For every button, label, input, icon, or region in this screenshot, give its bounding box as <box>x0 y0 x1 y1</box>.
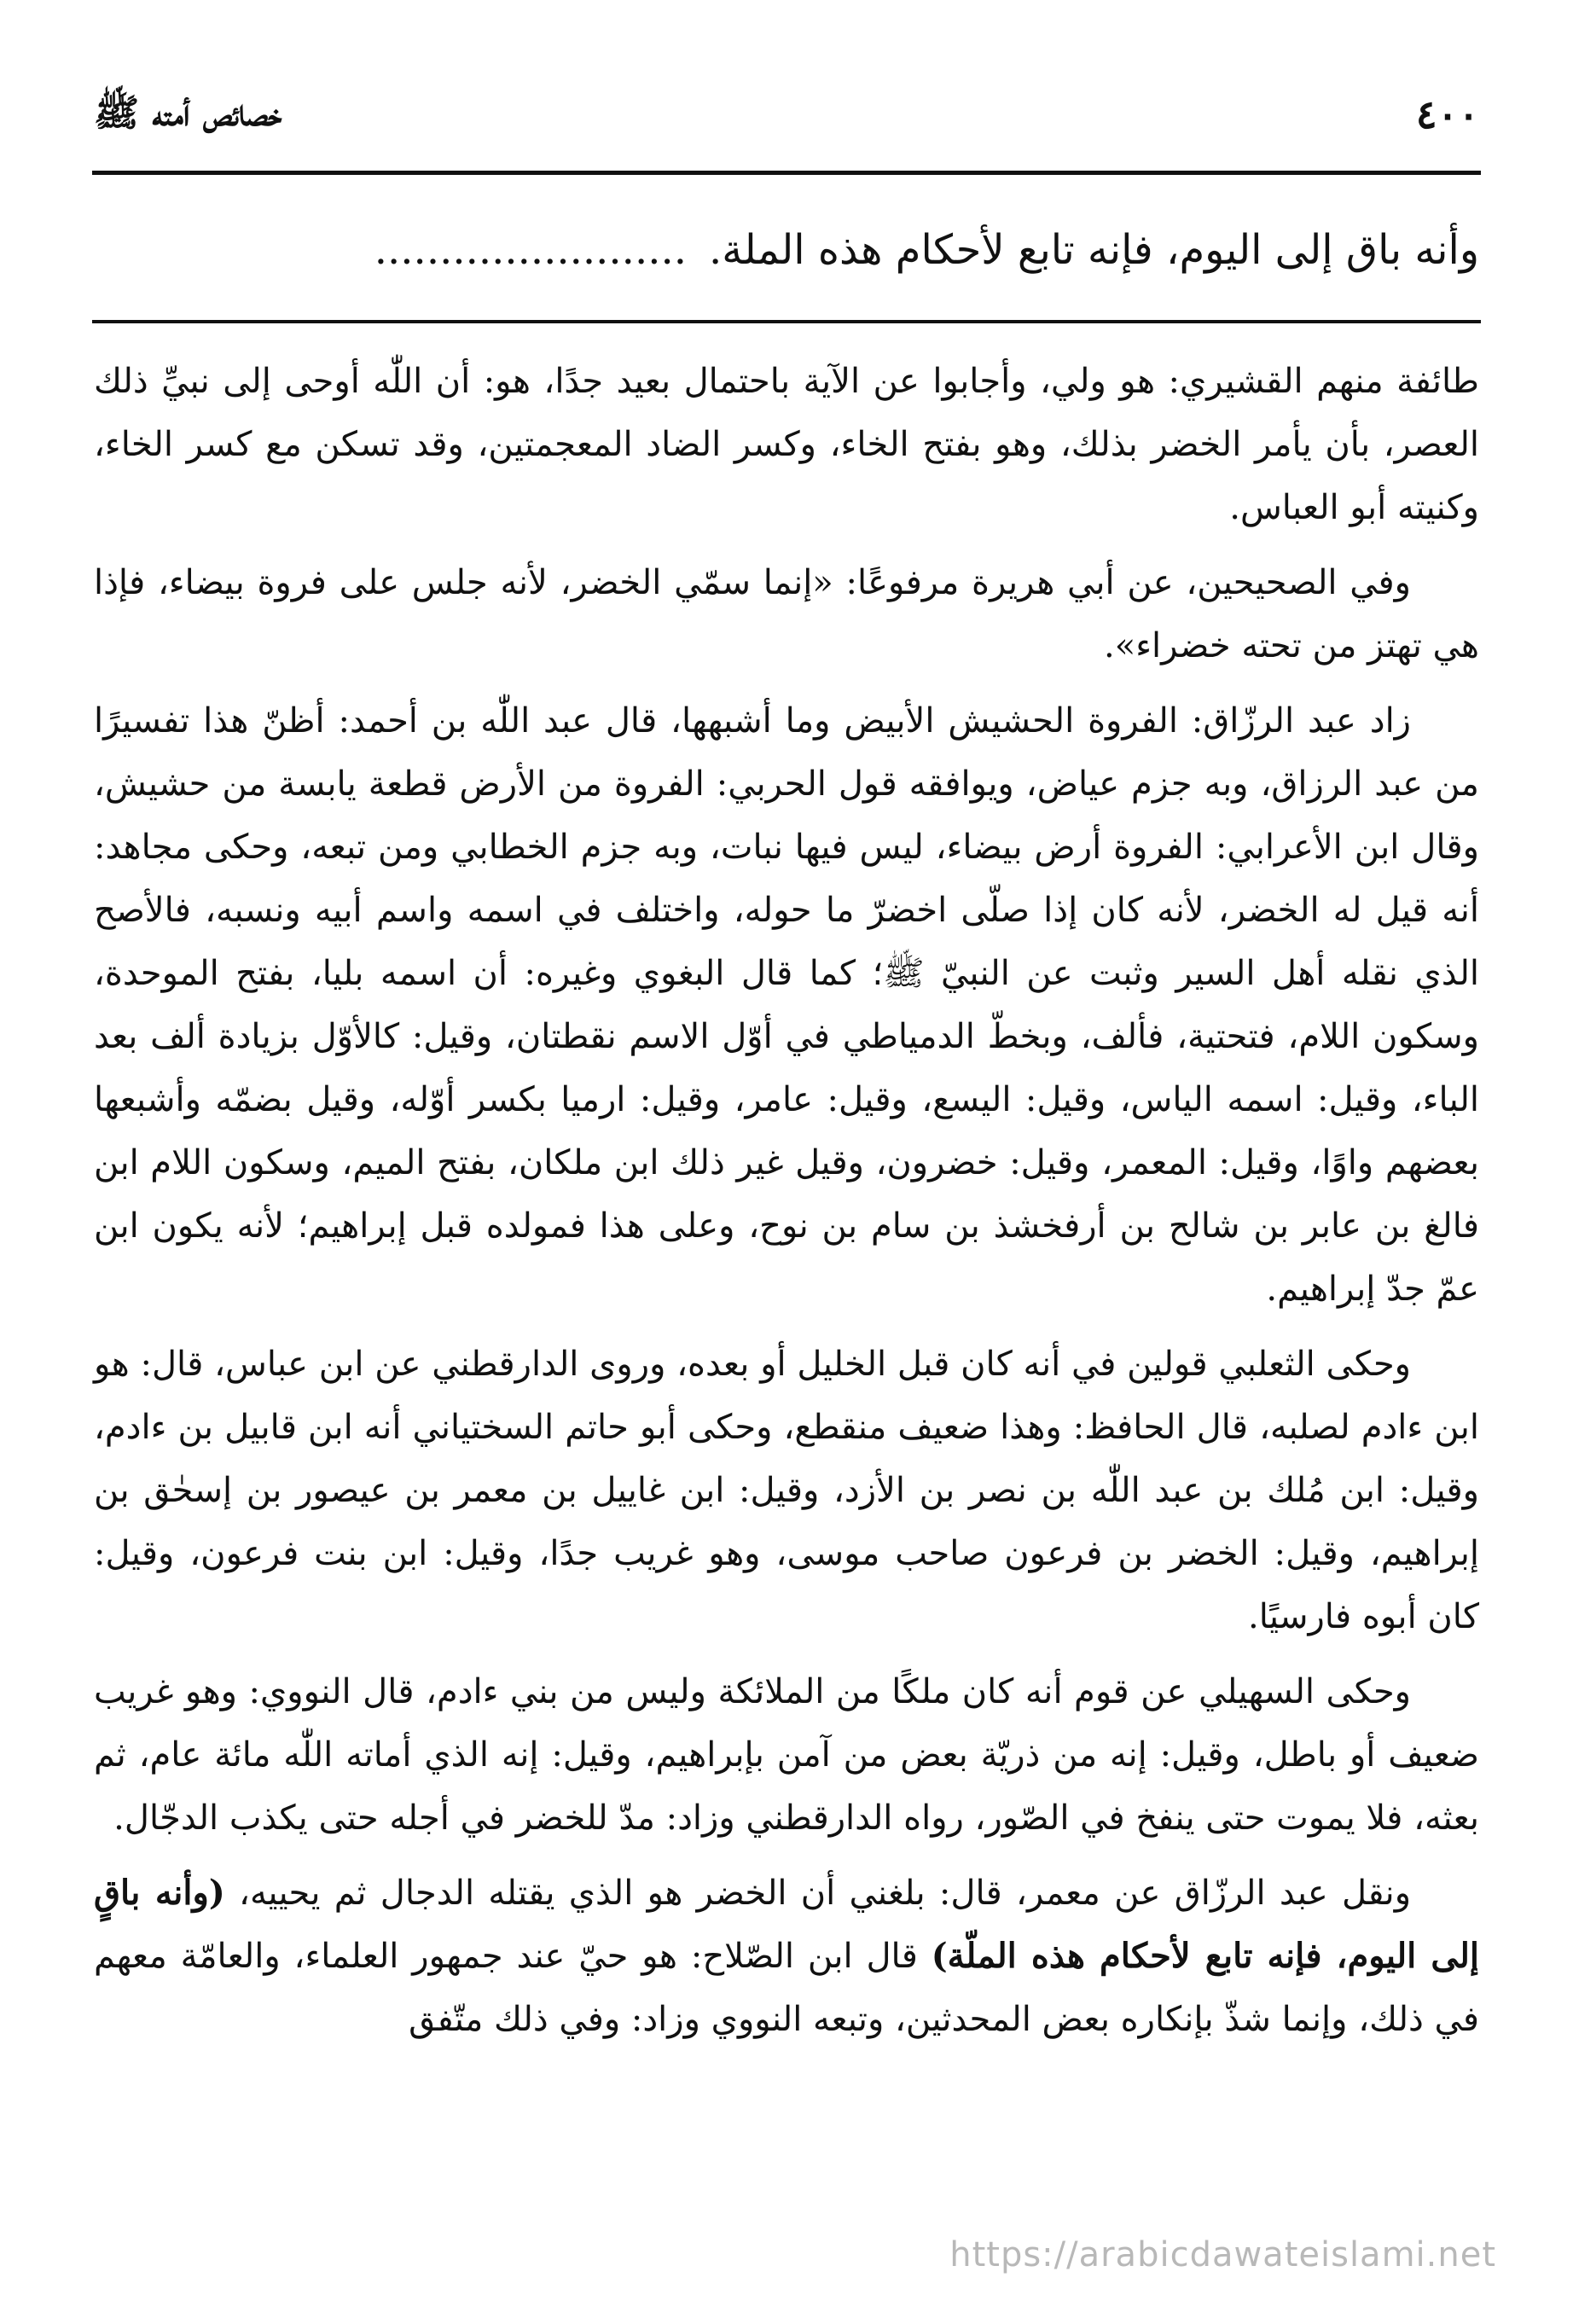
paragraph-text: ونقل عبد الرزّاق عن معمر، قال: بلغني أن الخضر هو الذي يقتله الدجال ثم يحييه، <box>224 1874 1412 1913</box>
header-rule <box>92 171 1481 175</box>
paragraph: وحكى الثعلبي قولين في أنه كان قبل الخليل أو بعده، وروى الدارقطني عن ابن عباس، قال: هو ابن ءادم لصلبه، قال الحافظ: وهذا ضعيف منقطع، وحكى أبو حاتم السختياني أنه ابن قابيل بن ءادم، وقيل: ابن مُلك بن عبد اللّٰه بن نصر بن الأزد، وقيل: ابن غاييل بن معمر بن عيصور بن إسحٰق بن إبراهيم، وقيل: الخضر بن فرعون صاحب موسى، وهو غريب جدًا، وقيل: ابن بنت فرعون، وقيل: كان أبوه فارسيًا. <box>94 1345 1479 1636</box>
matn-text: وأنه باق إلى اليوم، فإنه تابع لأحكام هذه الملة. <box>708 226 1479 274</box>
running-title: خصائص أمته ﷺ <box>94 91 282 135</box>
watermark-url: https://arabicdawateislami.net <box>949 2235 1496 2275</box>
paragraph: وحكى السهيلي عن قوم أنه كان ملكًا من الملائكة وليس من بني ءادم، قال النووي: وهو غريب ضعيف أو باطل، وقيل: إنه من ذريّة بعض من آمن بإبراهيم، وقيل: إنه الذي أماته اللّٰه مائة عام، ثم بعثه، فلا يموت حتى ينفخ في الصّور، رواه الدارقطني وزاد: مدّ للخضر في أجله حتى يكذب الدجّال. <box>94 1672 1479 1838</box>
paragraph-text: قال ابن الصّلاح: هو حيّ عند جمهور العلماء، والعامّة معهم في ذلك، وإنما شذّ بإنكاره بعض المحدثين، وتبعه النووي وزاد: وفي ذلك متّفق <box>94 1937 1479 2039</box>
paragraph: زاد عبد الرزّاق: الفروة الحشيش الأبيض وما أشبهها، قال عبد اللّٰه بن أحمد: أظنّ هذا تفسيرًا من عبد الرزاق، وبه جزم عياض، ويوافقه قول الحربي: الفروة من الأرض قطعة يابسة من حشيش، وقال ابن الأعرابي: الفروة أرض بيضاء، ليس فيها نبات، وبه جزم الخطابي ومن تبعه، وحكى مجاهد: أنه قيل له الخضر، لأنه كان إذا صلّى اخضرّ ما حوله، واختلف في اسمه واسم أبيه ونسبه، فالأصح الذي نقله أهل السير وثبت عن النبيّ ﷺ؛ كما قال البغوي وغيره: أن اسمه بليا، بفتح الموحدة، وسكون اللام، فتحتية، فألف، وبخطّ الدمياطي في أوّل الاسم نقطتان، وقيل: كالأوّل بزيادة ألف بعد الباء، وقيل: اسمه الياس، وقيل: اليسع، وقيل: عامر، وقيل: ارميا بكسر أوّله، وقيل بضمّه وأشبعها بعضهم واوًا، وقيل: المعمر، وقيل: خضرون، وقيل غير ذلك ابن ملكان، بفتح الميم، وسكون اللام ابن فالغ بن عابر بن شالح بن أرفخشذ بن سام بن نوح، وعلى هذا فمولده قبل إبراهيم؛ لأنه يكون ابن عمّ جدّ إبراهيم. <box>94 701 1480 1309</box>
paragraph-last <box>94 1862 1479 2051</box>
matn-dots: ........................ <box>374 226 687 274</box>
matn-separator-rule <box>92 320 1481 323</box>
paragraph: طائفة منهم القشيري: هو ولي، وأجابوا عن الآية باحتمال بعيد جدًا، هو: أن اللّٰه أوحى إلى نبيِّ ذلك العصر، بأن يأمر الخضر بذلك، وهو بفتح الخاء، وكسر الضاد المعجمتين، وقد تسكن مع كسر الخاء، وكنيته أبو العباس. <box>94 362 1480 527</box>
page-header <box>94 81 1479 149</box>
paragraph: وفي الصحيحين، عن أبي هريرة مرفوعًا: «إنما سمّي الخضر، لأنه جلس على فروة بيضاء، فإذا هي تهتز من تحته خضراء». <box>94 563 1479 665</box>
page-number: ٤٠٠ <box>1415 91 1479 137</box>
quoted-matn: (وأنه باقٍ إلى اليوم، فإنه تابع لأحكام هذه الملّة) <box>94 1873 1479 1976</box>
matn-line <box>94 220 1479 288</box>
commentary-body <box>94 350 1479 2227</box>
